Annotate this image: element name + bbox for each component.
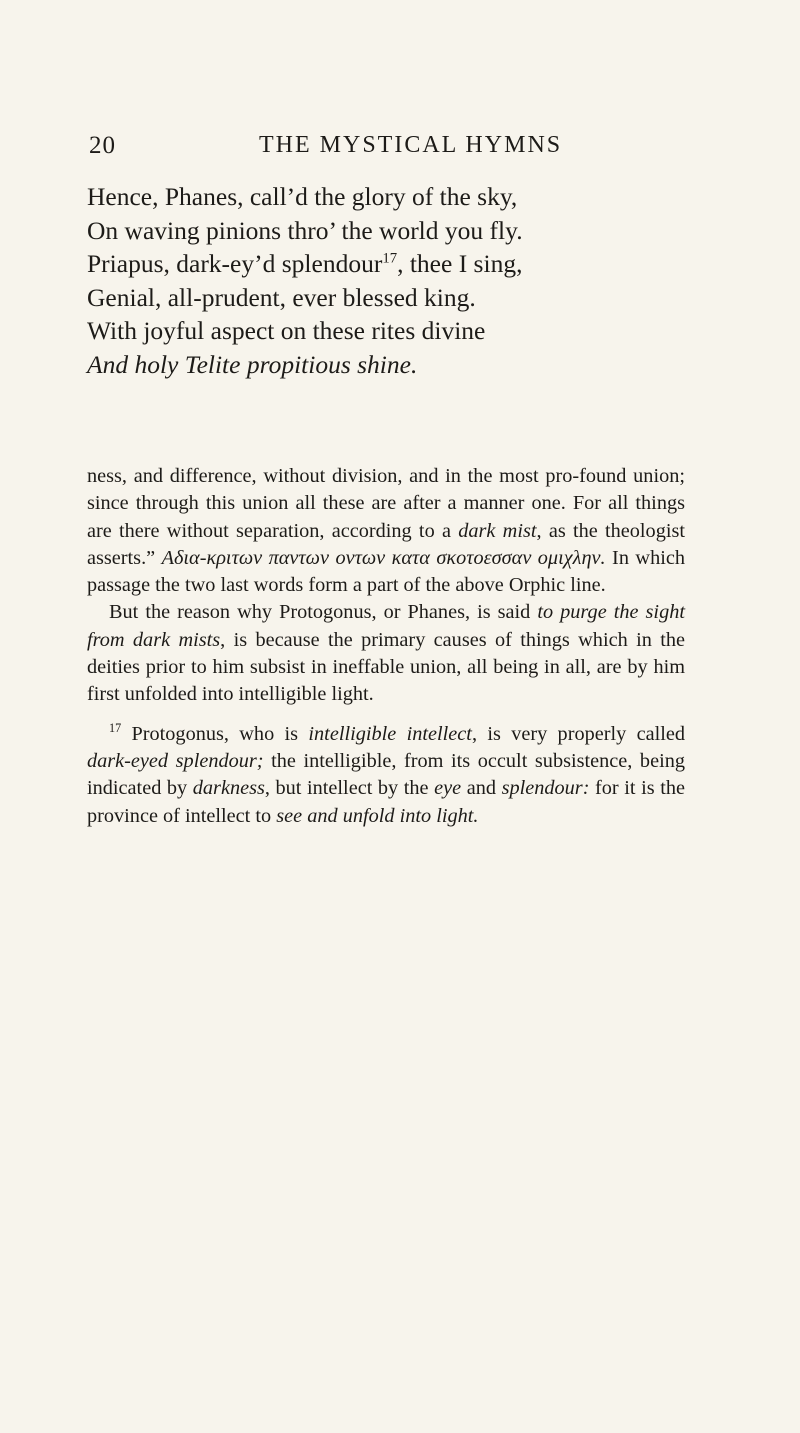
greek-quotation: Αδια-κριτων παντων οντων κατα σκοτοεσσαν ομιχλην.: [161, 546, 606, 569]
running-head: THE MYSTICAL HYMNS: [259, 132, 563, 158]
commentary-notes: [87, 463, 685, 830]
verse-line-3: [87, 247, 687, 281]
paragraph-text: In which passage the two last words form a part of the above Orphic line.: [87, 546, 685, 597]
verse-line-5: With joyful aspect on these rites divine: [87, 316, 486, 345]
footnote-text: , is very properly called: [471, 722, 686, 745]
emphasis-text: see and unfold into light.: [276, 804, 479, 827]
hymn-verse: [87, 180, 687, 381]
verse-line-2: On waving pinions thro’ the world you fly.: [87, 215, 523, 245]
verse-line-4: Genial, all-prudent, ever blessed king.: [87, 282, 476, 312]
footnote-text: and: [461, 777, 502, 800]
emphasis-text: darkness: [192, 777, 265, 800]
emphasis-text: dark mist: [458, 519, 537, 542]
page-number: 20: [89, 132, 116, 159]
page-header: [89, 132, 679, 172]
verse-line-1: Hence, Phanes, call’d the glory of the sky,: [87, 182, 518, 211]
verse-line-3-end: , thee I sing,: [397, 249, 523, 278]
commentary-paragraph-1: [87, 463, 685, 599]
emphasis-text: eye: [434, 777, 462, 800]
footnote-marker: 17: [109, 720, 122, 735]
footnote-text: for it is the province of intellect to: [87, 777, 685, 827]
emphasis-text: splendour:: [501, 777, 590, 800]
emphasis-text: dark-eyed splendour;: [87, 749, 264, 772]
footnote-text: the intelligible, from its occult subsistence, being indicated by: [87, 749, 685, 800]
emphasis-text: intelligible intellect: [308, 722, 472, 745]
footnote-reference: 17: [382, 250, 398, 267]
footnote-text: Protogonus, who is: [121, 722, 309, 745]
footnote-17: [87, 721, 685, 830]
verse-line-3-start: Priapus, dark-ey’d splendour: [87, 249, 383, 278]
paragraph-text: , is because the primary causes of things which in the deities prior to him subsist in ineffable union, all being in all, are by him first unfolded into intelligible light.: [87, 628, 685, 706]
commentary-paragraph-2: [87, 599, 685, 708]
paragraph-text: But the reason why Protogonus, or Phanes, is said: [109, 601, 538, 624]
footnote-text: , but intellect by the: [264, 777, 435, 800]
verse-line-6: And holy Telite propitious shine.: [87, 349, 418, 379]
paragraph-text: ness, and difference, without division, and in the most pro-found union; since through this union all these are after a manner one. For all things are there without separation, according to a: [87, 465, 685, 542]
emphasis-text: to purge the sight from dark mists: [87, 601, 685, 651]
paragraph-text: , as the theologist asserts.”: [87, 519, 686, 569]
